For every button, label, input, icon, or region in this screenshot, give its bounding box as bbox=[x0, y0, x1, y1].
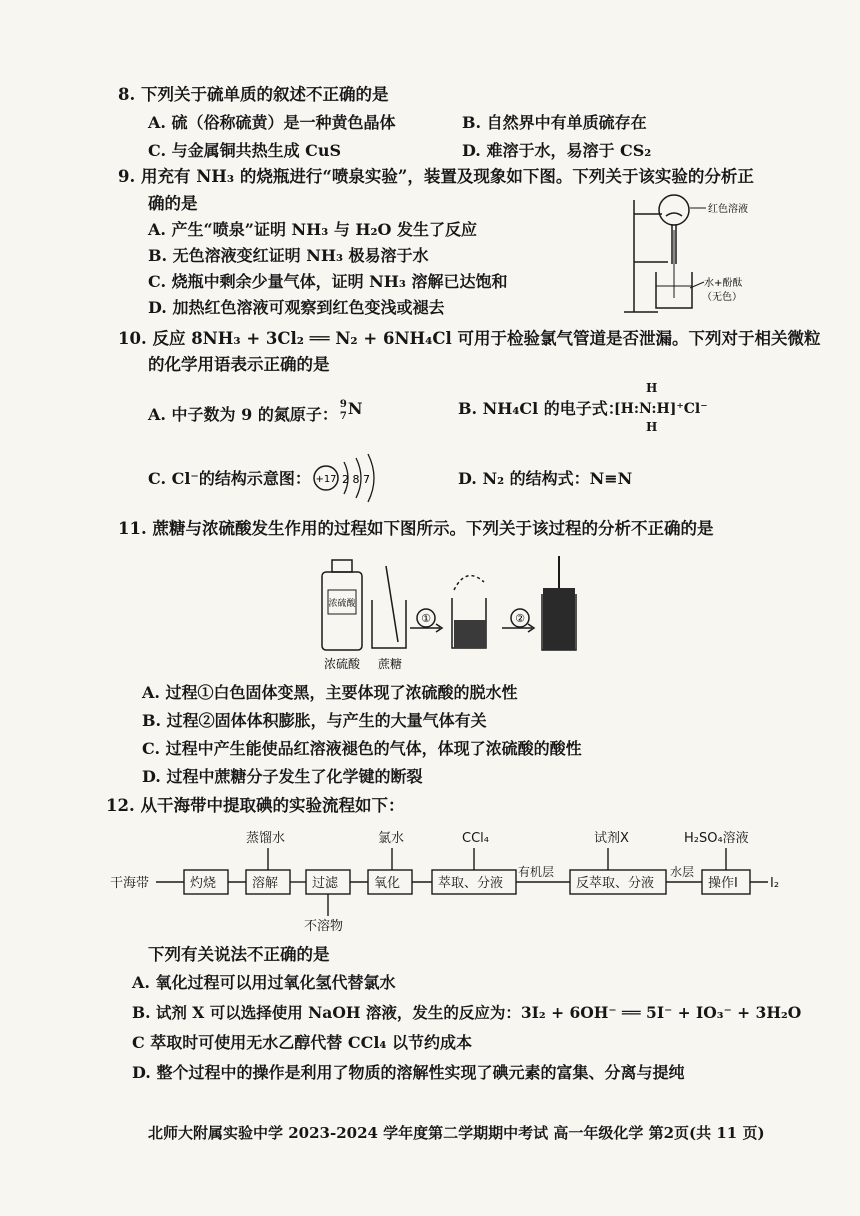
fountain-spray bbox=[666, 213, 682, 216]
q10-option-c: C. Cl⁻的结构示意图： bbox=[148, 469, 311, 488]
q12-option-a: A. 氧化过程可以用过氧化氢代替氯水 bbox=[132, 973, 396, 992]
step-2-label: ② bbox=[515, 612, 525, 625]
flow-input-reagent-x: 试剂X bbox=[594, 831, 629, 846]
flow-label-organic-layer: 有机层 bbox=[518, 865, 555, 879]
q10-stem-line2: 的化学用语表示正确的是 bbox=[148, 355, 330, 374]
iodine-extraction-flowchart bbox=[108, 820, 788, 942]
flow-step-extract: 萃取、分液 bbox=[438, 876, 504, 891]
element-symbol: N bbox=[347, 399, 363, 418]
q11-option-a: A. 过程①白色固体变黑，主要体现了浓硫酸的脱水性 bbox=[142, 683, 518, 702]
flow-label-aqueous-layer: 水层 bbox=[670, 865, 695, 879]
flask bbox=[659, 195, 689, 225]
label-colorless: （无色） bbox=[702, 292, 742, 303]
flow-start: 干海带 bbox=[110, 876, 150, 891]
sugar-sulfuric-acid-figure bbox=[316, 550, 600, 674]
q10-option-b bbox=[458, 398, 624, 420]
flow-input-h2so4: H₂SO₄溶液 bbox=[684, 831, 749, 846]
step-1-label: ① bbox=[421, 612, 431, 625]
flow-step-burn: 灼烧 bbox=[190, 876, 217, 891]
q10-option-d: D. N₂ 的结构式：N≡N bbox=[458, 469, 633, 488]
glass-rod-1 bbox=[386, 566, 398, 642]
q9-option-d: D. 加热红色溶液可观察到红色变浅或褪去 bbox=[148, 298, 445, 317]
label-sucrose: 蔗糖 bbox=[377, 657, 403, 671]
flow-input-distilled-water: 蒸馏水 bbox=[246, 831, 286, 846]
fountain-apparatus-figure bbox=[618, 190, 758, 320]
acid-bottle-neck bbox=[332, 560, 352, 572]
label-red-solution: 红色溶液 bbox=[708, 204, 748, 215]
q12-option-d: D. 整个过程中的操作是利用了物质的溶解性实现了碘元素的富集、分离与提纯 bbox=[132, 1063, 685, 1082]
q9-stem-line2: 确的是 bbox=[148, 194, 198, 213]
flow-output-insoluble: 不溶物 bbox=[304, 919, 344, 934]
q11-option-b: B. 过程②固体体积膨胀，与产生的大量气体有关 bbox=[142, 711, 487, 730]
q9-option-b: B. 无色溶液变红证明 NH₃ 极易溶于水 bbox=[148, 246, 429, 265]
atomic-number: 7 bbox=[339, 411, 347, 422]
bottle-label-text: 浓硫酸 bbox=[328, 599, 356, 609]
flow-input-ccl4: CCl₄ bbox=[462, 831, 489, 846]
mass-number: 9 bbox=[339, 399, 347, 410]
expanded-black-solid bbox=[543, 588, 575, 650]
electron-formula: [H:N:H]⁺Cl⁻ bbox=[614, 401, 708, 417]
q12-option-c: C 萃取时可使用无水乙醇代替 CCl₄ 以节约成本 bbox=[132, 1033, 473, 1052]
q10-option-a bbox=[148, 398, 364, 426]
q12-stem: 12. 从干海带中提取碘的实验流程如下： bbox=[106, 796, 405, 815]
q10-option-b-text: B. NH₄Cl 的电子式： bbox=[458, 399, 624, 418]
smoke-swirl bbox=[454, 576, 484, 590]
chloride-ion-structure-diagram bbox=[310, 452, 386, 504]
label-conc-sulfuric-acid: 浓硫酸 bbox=[323, 657, 361, 671]
label-water-phenolphthalein: 水+酚酞 bbox=[704, 278, 743, 289]
page-footer: 北师大附属实验中学 2023-2024 学年度第二学期期中考试 高一年级化学 第2页(共 11 页) bbox=[148, 1124, 765, 1142]
q12-option-b: B. 试剂 X 可以选择使用 NaOH 溶液，发生的反应为：3I₂ + 6OH⁻ ══ 5I⁻ + IO₃⁻ + 3H₂O bbox=[132, 1003, 802, 1022]
q8-option-a: A. 硫（俗称硫黄）是一种黄色晶体 bbox=[148, 113, 396, 132]
shell-electrons: 2 8 7 bbox=[342, 473, 370, 486]
nuclide-symbol bbox=[338, 398, 364, 420]
q9-stem-line1: 9. 用充有 NH₃ 的烧瓶进行“喷泉实验”，装置及现象如下图。下列关于该实验的分析正 bbox=[118, 167, 754, 186]
q10-option-a-text: A. 中子数为 9 的氮原子： bbox=[148, 405, 338, 424]
q9-option-c: C. 烧瓶中剩余少量气体，证明 NH₃ 溶解已达饱和 bbox=[148, 272, 508, 291]
q11-option-d: D. 过程中蔗糖分子发生了化学键的断裂 bbox=[142, 767, 423, 786]
flow-end: I₂ bbox=[770, 876, 780, 891]
q8-option-c: C. 与金属铜共热生成 CuS bbox=[148, 141, 342, 160]
blackened-sugar bbox=[454, 620, 486, 648]
flow-step-dissolve: 溶解 bbox=[252, 876, 279, 891]
q8-stem: 8. 下列关于硫单质的叙述不正确的是 bbox=[118, 85, 389, 104]
electron-formula-h-top: H bbox=[646, 381, 658, 395]
q11-option-c: C. 过程中产生能使品红溶液褪色的气体，体现了浓硫酸的酸性 bbox=[142, 739, 582, 758]
flow-input-chlorine-water: 氯水 bbox=[378, 831, 405, 846]
q8-option-d: D. 难溶于水，易溶于 CS₂ bbox=[462, 141, 652, 160]
electron-formula-h-bottom: H bbox=[646, 420, 658, 434]
flow-step-filter: 过滤 bbox=[312, 876, 339, 891]
q10-stem-line1: 10. 反应 8NH₃ + 3Cl₂ ══ N₂ + 6NH₄Cl 可用于检验氯气管道是否泄漏。下列对于相关微粒 bbox=[118, 329, 821, 348]
q11-stem: 11. 蔗糖与浓硫酸发生作用的过程如下图所示。下列关于该过程的分析不正确的是 bbox=[118, 519, 714, 538]
q12-sub-stem: 下列有关说法不正确的是 bbox=[148, 945, 330, 964]
flow-step-oxidize: 氧化 bbox=[374, 876, 401, 891]
q8-option-b: B. 自然界中有单质硫存在 bbox=[462, 113, 647, 132]
nucleus-charge: +17 bbox=[315, 474, 337, 485]
flow-step-back-extract: 反萃取、分液 bbox=[576, 876, 655, 891]
q9-option-a: A. 产生“喷泉”证明 NH₃ 与 H₂O 发生了反应 bbox=[148, 220, 478, 239]
sugar-beaker bbox=[372, 600, 406, 648]
flow-step-operation: 操作I bbox=[708, 876, 738, 891]
